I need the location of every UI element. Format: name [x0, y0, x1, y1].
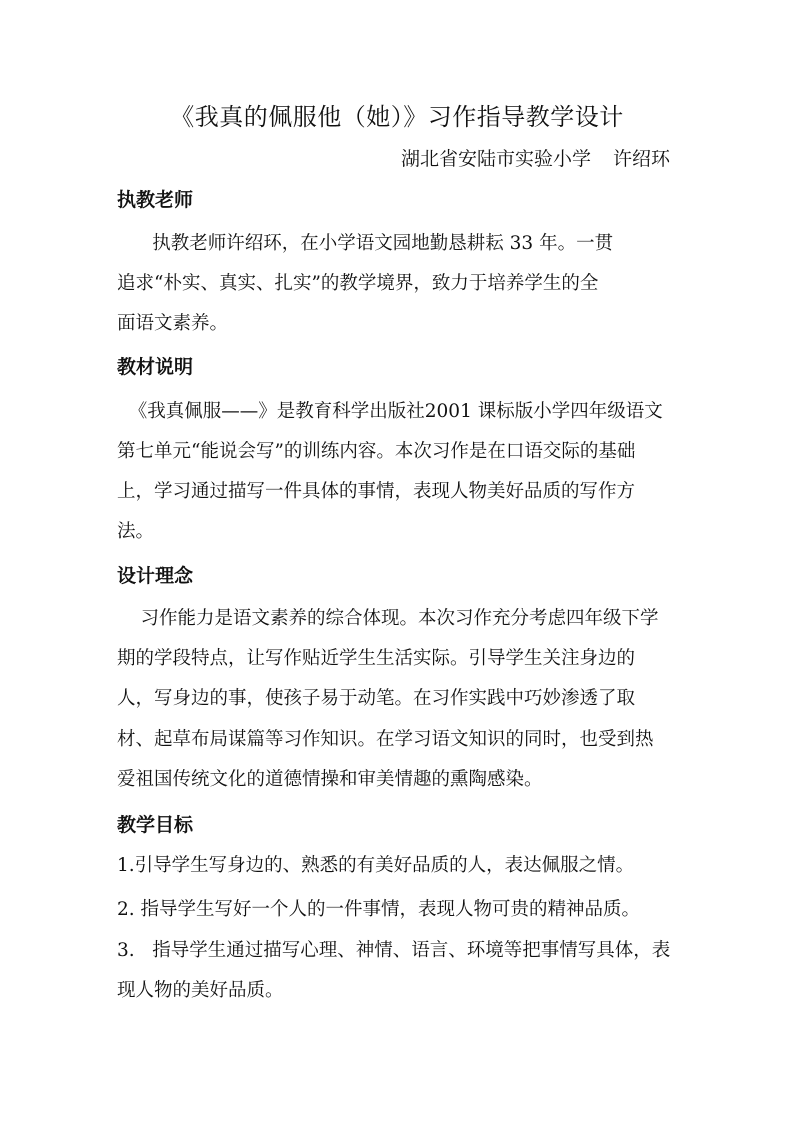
section-heading-goals: 教学目标 [117, 814, 194, 836]
teacher-line-2: 追求“朴实、真实、扎实”的教学境界，致力于培养学生的全 [117, 273, 599, 294]
goals-line-3: 3. 指导学生通过描写心理、神情、语言、环境等把事情写具体，表 [117, 940, 671, 961]
concept-line-5: 爱祖国传统文化的道德情操和审美情趣的熏陶感染。 [117, 769, 543, 790]
goals-line-2: 2. 指导学生写好一个人的一件事情，表现人物可贵的精神品质。 [117, 899, 641, 920]
document-title: 《我真的佩服他（她）》习作指导教学设计 [170, 103, 624, 131]
concept-line-3: 人，写身边的事，使孩子易于动笔。在习作实践中巧妙渗透了取 [117, 688, 636, 709]
teacher-line-1: 执教老师许绍环，在小学语文园地勤恳耕耘 33 年。一贯 [117, 233, 614, 254]
teacher-line-3: 面语文素养。 [117, 313, 229, 334]
section-heading-concept: 设计理念 [117, 565, 194, 587]
byline-school: 湖北省安陆市实验小学 [400, 148, 591, 170]
concept-line-2: 期的学段特点，让写作贴近学生生活实际。引导学生关注身边的 [117, 648, 636, 669]
section-heading-material: 教材说明 [117, 356, 194, 378]
material-line-2: 第七单元“能说会写”的训练内容。本次习作是在口语交际的基础 [117, 441, 636, 462]
goals-line-4: 现人物的美好品质。 [117, 980, 284, 1001]
material-line-4: 法。 [117, 521, 155, 542]
byline [401, 145, 670, 173]
material-line-3: 上，学习通过描写一件具体的事情，表现人物美好品质的写作方 [117, 481, 636, 502]
concept-line-1: 习作能力是语文素养的综合体现。本次习作充分考虑四年级下学 [117, 608, 659, 629]
section-heading-teacher: 执教老师 [117, 189, 194, 211]
concept-line-4: 材、起草布局谋篇等习作知识。在学习语文知识的同时，也受到热 [117, 729, 654, 750]
byline-author: 许绍环 [612, 148, 670, 170]
goals-line-1: 1.引导学生写身边的、熟悉的有美好品质的人，表达佩服之情。 [117, 855, 635, 876]
material-line-1: 《我真佩服——》是教育科学出版社2001 课标版小学四年级语文 [117, 401, 663, 422]
